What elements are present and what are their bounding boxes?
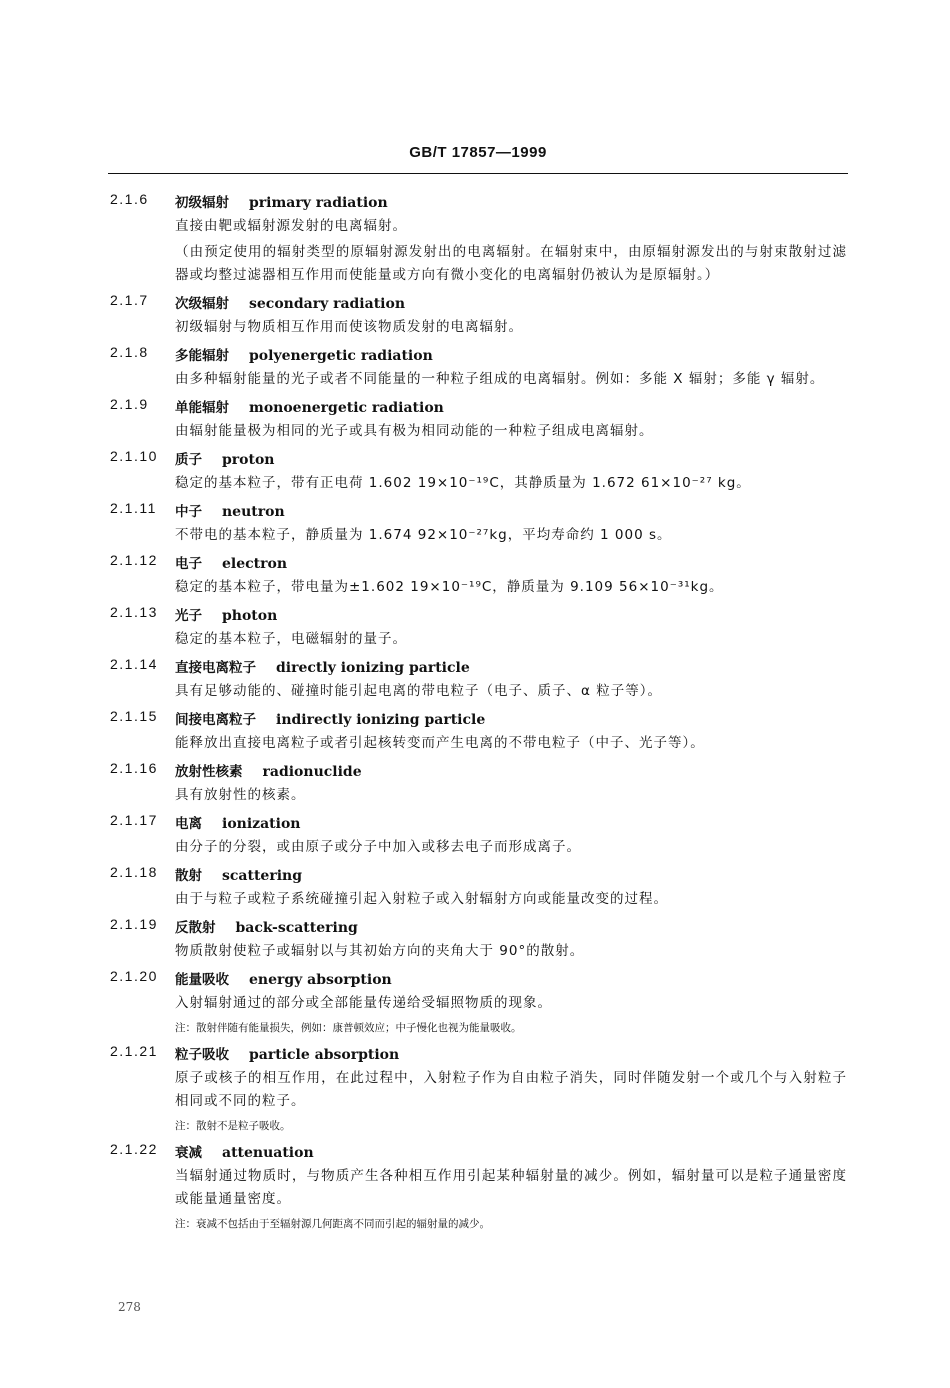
term-note: 注：衰减不包括由于至辐射源几何距离不同而引起的辐射量的减少。 <box>175 1218 490 1230</box>
term-note: 注：散射不是粒子吸收。 <box>175 1120 291 1132</box>
term-chinese: 散射 <box>175 868 202 884</box>
term-line <box>0 394 950 420</box>
term-list <box>0 189 950 1237</box>
term-line <box>0 290 950 316</box>
term-entry <box>0 654 950 706</box>
term-definition: 由于与粒子或粒子系统碰撞引起入射粒子或入射辐射方向或能量改变的过程。 <box>175 891 668 907</box>
term-entry <box>0 1139 950 1237</box>
term-number: 2.1.11 <box>110 500 157 516</box>
term-explanation: （由预定使用的辐射类型的原辐射源发射出的电离辐射。在辐射束中，由原辐射源发出的与射束散射过滤器或均整过滤器相互作用而使能量或方向有微小变化的电离辐射仍被认为是原辐射。） <box>175 244 847 283</box>
term-entry <box>0 446 950 498</box>
term-english: secondary radiation <box>249 296 406 312</box>
term-line <box>0 446 950 472</box>
term-definition: 能释放出直接电离粒子或者引起核转变而产生电离的不带电粒子（中子、光子等）。 <box>175 735 705 751</box>
standard-header: GB/T 17857—1999 <box>409 144 547 161</box>
term-heading <box>175 916 358 936</box>
term-entry <box>0 342 950 394</box>
term-entry <box>0 550 950 602</box>
term-definition: 初级辐射与物质相互作用而使该物质发射的电离辐射。 <box>175 319 523 335</box>
term-definition: 具有放射性的核素。 <box>175 787 306 803</box>
term-heading <box>175 448 275 468</box>
term-heading <box>175 760 362 780</box>
term-definition: 不带电的基本粒子，静质量为 1.674 92×10⁻²⁷kg，平均寿命约 1 000 s。 <box>175 527 672 543</box>
term-english: scattering <box>222 868 302 884</box>
term-definition: 具有足够动能的、碰撞时能引起电离的带电粒子（电子、质子、α 粒子等）。 <box>175 683 662 699</box>
term-number: 2.1.7 <box>110 292 149 308</box>
term-number: 2.1.18 <box>110 864 158 880</box>
term-entry <box>0 706 950 758</box>
term-heading <box>175 552 287 572</box>
term-number: 2.1.19 <box>110 916 158 932</box>
term-chinese: 直接电离粒子 <box>175 660 256 676</box>
term-chinese: 反散射 <box>175 920 216 936</box>
term-number: 2.1.21 <box>110 1043 158 1059</box>
term-number: 2.1.14 <box>110 656 158 672</box>
term-line <box>0 189 950 215</box>
term-heading <box>175 500 285 520</box>
term-heading <box>175 1043 399 1063</box>
term-english: polyenergetic radiation <box>249 348 433 364</box>
term-english: back-scattering <box>235 920 358 936</box>
term-line <box>0 862 950 888</box>
term-english: radionuclide <box>262 764 362 780</box>
term-number: 2.1.17 <box>110 812 158 828</box>
term-number: 2.1.8 <box>110 344 149 360</box>
term-definition: 入射辐射通过的部分或全部能量传递给受辐照物质的现象。 <box>175 995 552 1011</box>
term-heading <box>175 968 392 988</box>
term-entry <box>0 189 950 290</box>
term-heading <box>175 292 405 312</box>
term-line <box>0 1041 950 1067</box>
term-definition: 由分子的分裂，或由原子或分子中加入或移去电子而形成离子。 <box>175 839 581 855</box>
term-chinese: 单能辐射 <box>175 400 229 416</box>
term-entry <box>0 758 950 810</box>
term-heading <box>175 191 388 211</box>
term-english: directly ionizing particle <box>276 660 470 676</box>
term-line <box>0 758 950 784</box>
term-chinese: 光子 <box>175 608 202 624</box>
term-definition: 由多种辐射能量的光子或者不同能量的一种粒子组成的电离辐射。例如：多能 X 辐射；多能 γ 辐射。 <box>175 371 825 387</box>
term-english: energy absorption <box>249 972 392 988</box>
term-english: ionization <box>222 816 301 832</box>
term-number: 2.1.13 <box>110 604 158 620</box>
term-chinese: 能量吸收 <box>175 972 229 988</box>
term-heading <box>175 604 277 624</box>
term-definition: 当辐射通过物质时，与物质产生各种相互作用引起某种辐射量的减少。例如，辐射量可以是粒子通量密度或能量通量密度。 <box>175 1168 847 1207</box>
term-entry <box>0 914 950 966</box>
term-heading <box>175 812 300 832</box>
term-entry <box>0 290 950 342</box>
term-heading <box>175 656 470 676</box>
term-line <box>0 914 950 940</box>
term-chinese: 衰减 <box>175 1145 202 1161</box>
term-line <box>0 1139 950 1165</box>
term-english: neutron <box>222 504 285 520</box>
term-chinese: 粒子吸收 <box>175 1047 229 1063</box>
term-chinese: 放射性核素 <box>175 764 243 780</box>
term-english: primary radiation <box>249 195 388 211</box>
term-line <box>0 498 950 524</box>
term-definition: 稳定的基本粒子，带电量为±1.602 19×10⁻¹⁹C，静质量为 9.109 56×10⁻³¹kg。 <box>175 579 724 595</box>
term-entry <box>0 498 950 550</box>
term-heading <box>175 1141 314 1161</box>
term-number: 2.1.12 <box>110 552 158 568</box>
term-line <box>0 602 950 628</box>
term-note: 注：散射伴随有能量损失，例如：康普顿效应；中子慢化也视为能量吸收。 <box>175 1022 522 1034</box>
term-definition: 直接由靶或辐射源发射的电离辐射。 <box>175 218 407 234</box>
term-line <box>0 810 950 836</box>
term-english: electron <box>222 556 288 572</box>
term-line <box>0 966 950 992</box>
term-number: 2.1.22 <box>110 1141 158 1157</box>
term-english: particle absorption <box>249 1047 400 1063</box>
term-chinese: 电离 <box>175 816 202 832</box>
term-definition: 原子或核子的相互作用，在此过程中，入射粒子作为自由粒子消失，同时伴随发射一个或几个与入射粒子相同或不同的粒子。 <box>175 1070 847 1109</box>
term-chinese: 初级辐射 <box>175 195 229 211</box>
term-definition: 稳定的基本粒子，带有正电荷 1.602 19×10⁻¹⁹C，其静质量为 1.672 61×10⁻²⁷ kg。 <box>175 475 751 491</box>
page-number: 278 <box>118 1300 141 1314</box>
term-line <box>0 706 950 732</box>
term-number: 2.1.20 <box>110 968 158 984</box>
term-english: monoenergetic radiation <box>249 400 444 416</box>
term-heading <box>175 344 433 364</box>
term-line <box>0 654 950 680</box>
term-definition: 稳定的基本粒子，电磁辐射的量子。 <box>175 631 407 647</box>
term-english: attenuation <box>222 1145 314 1161</box>
term-english: indirectly ionizing particle <box>276 712 486 728</box>
term-heading <box>175 708 485 728</box>
term-chinese: 质子 <box>175 452 202 468</box>
term-entry <box>0 1041 950 1139</box>
header-rule <box>108 173 848 174</box>
term-chinese: 间接电离粒子 <box>175 712 256 728</box>
term-chinese: 中子 <box>175 504 202 520</box>
term-heading <box>175 396 444 416</box>
term-entry <box>0 862 950 914</box>
term-entry <box>0 966 950 1041</box>
term-english: proton <box>222 452 275 468</box>
term-number: 2.1.16 <box>110 760 158 776</box>
term-english: photon <box>222 608 278 624</box>
term-chinese: 次级辐射 <box>175 296 229 312</box>
term-heading <box>175 864 302 884</box>
term-definition: 由辐射能量极为相同的光子或具有极为相同动能的一种粒子组成电离辐射。 <box>175 423 654 439</box>
term-number: 2.1.6 <box>110 191 149 207</box>
term-number: 2.1.9 <box>110 396 149 412</box>
term-number: 2.1.10 <box>110 448 158 464</box>
term-chinese: 电子 <box>175 556 202 572</box>
term-entry <box>0 810 950 862</box>
term-line <box>0 550 950 576</box>
term-definition: 物质散射使粒子或辐射以与其初始方向的夹角大于 90°的散射。 <box>175 943 585 959</box>
term-number: 2.1.15 <box>110 708 158 724</box>
term-chinese: 多能辐射 <box>175 348 229 364</box>
term-entry <box>0 394 950 446</box>
term-entry <box>0 602 950 654</box>
term-line <box>0 342 950 368</box>
